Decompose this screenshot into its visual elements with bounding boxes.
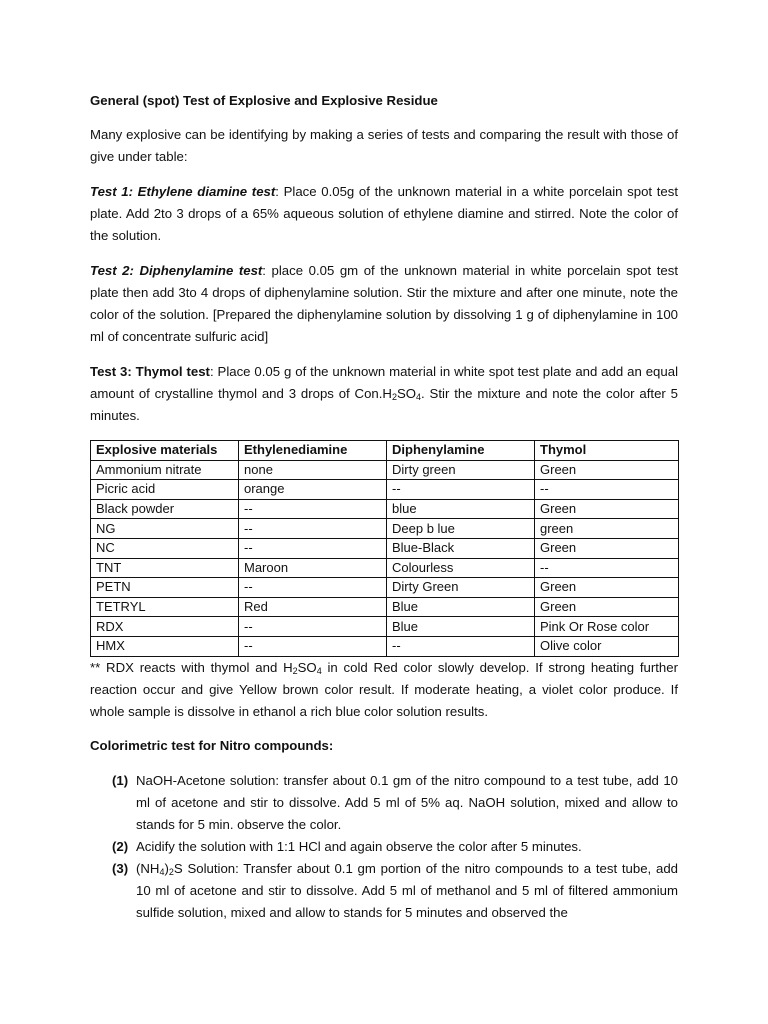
table-header-cell: Thymol — [535, 441, 679, 461]
table-cell: TETRYL — [91, 597, 239, 617]
test-3-paragraph — [90, 361, 678, 427]
table-cell: -- — [535, 558, 679, 578]
step-number: (3) — [112, 860, 129, 876]
table-cell: PETN — [91, 578, 239, 598]
table-row — [91, 597, 679, 617]
list-item — [90, 858, 678, 924]
table-cell: Green — [535, 499, 679, 519]
test-1-paragraph — [90, 181, 678, 247]
table-cell: Ammonium nitrate — [91, 460, 239, 480]
table-cell: RDX — [91, 617, 239, 637]
explosives-table — [90, 440, 679, 657]
table-cell: -- — [535, 480, 679, 500]
table-cell: orange — [239, 480, 387, 500]
table-cell: Olive color — [535, 636, 679, 656]
step-text: Acidify the solution with 1:1 HCl and again observe the color after 5 minutes. — [136, 838, 582, 854]
table-cell: -- — [239, 499, 387, 519]
test-3-text-before: : Place 0.05 g of the unknown material in white spot test plate and add an equal amount of crystalline thymol and 3 drops of Con.H — [90, 364, 678, 401]
step-sub-2: 2 — [168, 866, 174, 877]
colorimetric-heading: Colorimetric test for Nitro compounds: — [90, 737, 334, 753]
list-item — [90, 770, 678, 836]
test-2-paragraph — [90, 260, 678, 348]
table-header-row — [91, 441, 679, 461]
table-row — [91, 558, 679, 578]
table-cell: -- — [239, 617, 387, 637]
test-1-label: Test 1: Ethylene diamine test — [90, 184, 276, 199]
table-cell: Blue-Black — [387, 538, 535, 558]
table-cell: TNT — [91, 558, 239, 578]
test-3-sub-1: 2 — [391, 392, 397, 402]
note-sub-2: 4 — [316, 665, 322, 676]
table-header-cell: Ethylenediamine — [239, 441, 387, 461]
step-number: (2) — [112, 838, 129, 854]
table-cell: NG — [91, 519, 239, 539]
table-cell: Green — [535, 538, 679, 558]
test-3-label: Test 3: Thymol test — [90, 364, 210, 379]
step-text-after: S Solution: Transfer about 0.1 gm portion of the nitro compounds to a test tube, add 10 ml of acetone and stir to dissolve. Add 5 ml of methanol and 5 ml of filtered ammonium sulfide solution, mixed and allow to stands for 5 minutes and observed the — [136, 860, 678, 920]
page-title: General (spot) Test of Explosive and Explosive Residue — [90, 93, 438, 108]
test-2-text: : place 0.05 gm of the unknown material in white porcelain spot test plate then add 3to 4 drops of diphenylamine solution. Stir the mixture and after one minute, note the color of the solution. [Prepared the diphenylamine solution by dissolving 1 g of diphenylamine in 100 ml of concentrate sulfuric acid] — [90, 263, 678, 344]
colorimetric-steps-list — [90, 770, 678, 924]
table-cell: Green — [535, 578, 679, 598]
test-3-sub-2: 4 — [416, 392, 422, 402]
table-row — [91, 519, 679, 539]
table-row — [91, 538, 679, 558]
table-header-cell: Explosive materials — [91, 441, 239, 461]
intro-paragraph: Many explosive can be identifying by making a series of tests and comparing the result with those of give under table: — [90, 127, 678, 164]
table-cell: Green — [535, 597, 679, 617]
table-cell: Maroon — [239, 558, 387, 578]
rdx-note — [90, 657, 678, 723]
test-1-text: : Place 0.05g of the unknown material in a white porcelain spot test plate. Add 2to 3 drops of a 65% aqueous solution of ethylene diamine and stirred. Note the color of the solution. — [90, 184, 678, 243]
note-text-mid: SO — [297, 659, 317, 675]
note-text-after: in cold Red color slowly develop. If strong heating further reaction occur and give Yellow brown color result. If moderate heating, a violet color produce. If whole sample is dissolve in ethanol a rich blue color solution results. — [90, 659, 678, 719]
table-cell: -- — [387, 636, 535, 656]
note-sub-1: 2 — [292, 665, 298, 676]
table-cell: -- — [239, 636, 387, 656]
table-cell: Deep b lue — [387, 519, 535, 539]
table-cell: blue — [387, 499, 535, 519]
table-cell: Black powder — [91, 499, 239, 519]
table-cell: green — [535, 519, 679, 539]
table-row — [91, 460, 679, 480]
table-row — [91, 480, 679, 500]
table-row — [91, 636, 679, 656]
table-cell: -- — [387, 480, 535, 500]
table-cell: Picric acid — [91, 480, 239, 500]
list-item — [90, 836, 678, 858]
step-text-mid: ) — [164, 860, 169, 876]
table-cell: Pink Or Rose color — [535, 617, 679, 637]
step-text-before: (NH — [136, 860, 160, 876]
table-row — [91, 499, 679, 519]
table-cell: -- — [239, 538, 387, 558]
table-cell: Dirty green — [387, 460, 535, 480]
table-row — [91, 578, 679, 598]
table-cell: Blue — [387, 617, 535, 637]
table-cell: -- — [239, 578, 387, 598]
test-3-text-after: . Stir the mixture and note the color after 5 minutes. — [90, 386, 678, 423]
table-cell: Blue — [387, 597, 535, 617]
test-2-label: Test 2: Diphenylamine test — [90, 263, 263, 278]
step-sub-1: 4 — [159, 866, 165, 877]
table-row — [91, 617, 679, 637]
table-cell: Colourless — [387, 558, 535, 578]
table-cell: NC — [91, 538, 239, 558]
table-cell: Dirty Green — [387, 578, 535, 598]
note-text-before: ** RDX reacts with thymol and H — [90, 659, 293, 675]
table-cell: -- — [239, 519, 387, 539]
step-text: NaOH-Acetone solution: transfer about 0.1 gm of the nitro compound to a test tube, add 10 ml of acetone and stir to dissolve. Add 5 ml of 5% aq. NaOH solution, mixed and allow to stands for 5 min. observe the color. — [136, 772, 678, 832]
table-header-cell: Diphenylamine — [387, 441, 535, 461]
table-cell: none — [239, 460, 387, 480]
test-3-text-mid: SO — [396, 386, 417, 401]
table-cell: Green — [535, 460, 679, 480]
table-cell: Red — [239, 597, 387, 617]
document-page — [90, 90, 678, 924]
table-cell: HMX — [91, 636, 239, 656]
step-number: (1) — [112, 772, 129, 788]
